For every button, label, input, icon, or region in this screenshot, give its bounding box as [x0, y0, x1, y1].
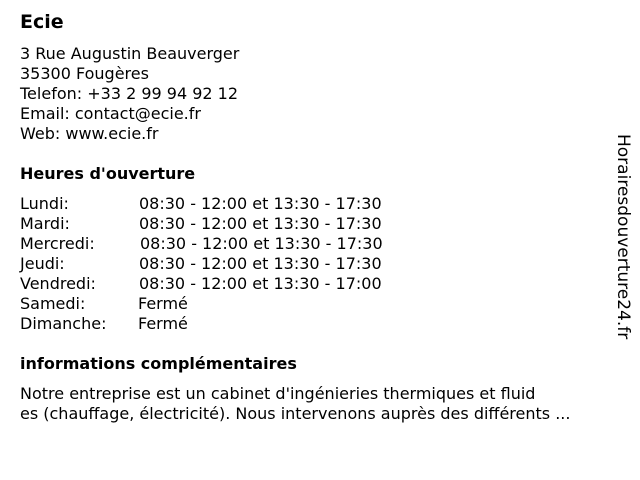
opening-hours-heading: Heures d'ouverture [20, 164, 196, 183]
day-label: Mardi: [20, 214, 70, 233]
day-label: Mercredi: [20, 234, 95, 253]
time-range: 08:30 - 12:00 et 13:30 - 17:30 [140, 234, 383, 253]
email-address: Email: contact@ecie.fr [20, 104, 201, 123]
additional-info-heading: informations complémentaires [20, 354, 297, 373]
description-line: es (chauffage, électricité). Nous intervenons auprès des différents ... [20, 404, 571, 423]
business-description [20, 384, 620, 424]
day-label: Vendredi: [20, 274, 96, 293]
time-range: Fermé [138, 294, 188, 313]
time-range: 08:30 - 12:00 et 13:30 - 17:30 [139, 254, 382, 273]
website: Web: www.ecie.fr [20, 124, 159, 143]
time-range: 08:30 - 12:00 et 13:30 - 17:00 [139, 274, 382, 293]
time-range: Fermé [138, 314, 188, 333]
day-label: Jeudi: [20, 254, 65, 273]
time-range: 08:30 - 12:00 et 13:30 - 17:30 [139, 214, 382, 233]
time-range: 08:30 - 12:00 et 13:30 - 17:30 [139, 194, 382, 213]
day-label: Samedi: [20, 294, 86, 313]
day-label: Lundi: [20, 194, 69, 213]
address-street: 3 Rue Augustin Beauverger [20, 44, 240, 63]
day-label: Dimanche: [20, 314, 107, 333]
business-name: Ecie [20, 11, 64, 33]
phone-number: Telefon: +33 2 99 94 92 12 [20, 84, 239, 103]
address-city: 35300 Fougères [20, 64, 149, 83]
description-line: Notre entreprise est un cabinet d'ingénieries thermiques et fluid [20, 384, 536, 403]
site-watermark: Horairesdouverture24.fr [613, 134, 633, 340]
contact-block [20, 44, 239, 144]
